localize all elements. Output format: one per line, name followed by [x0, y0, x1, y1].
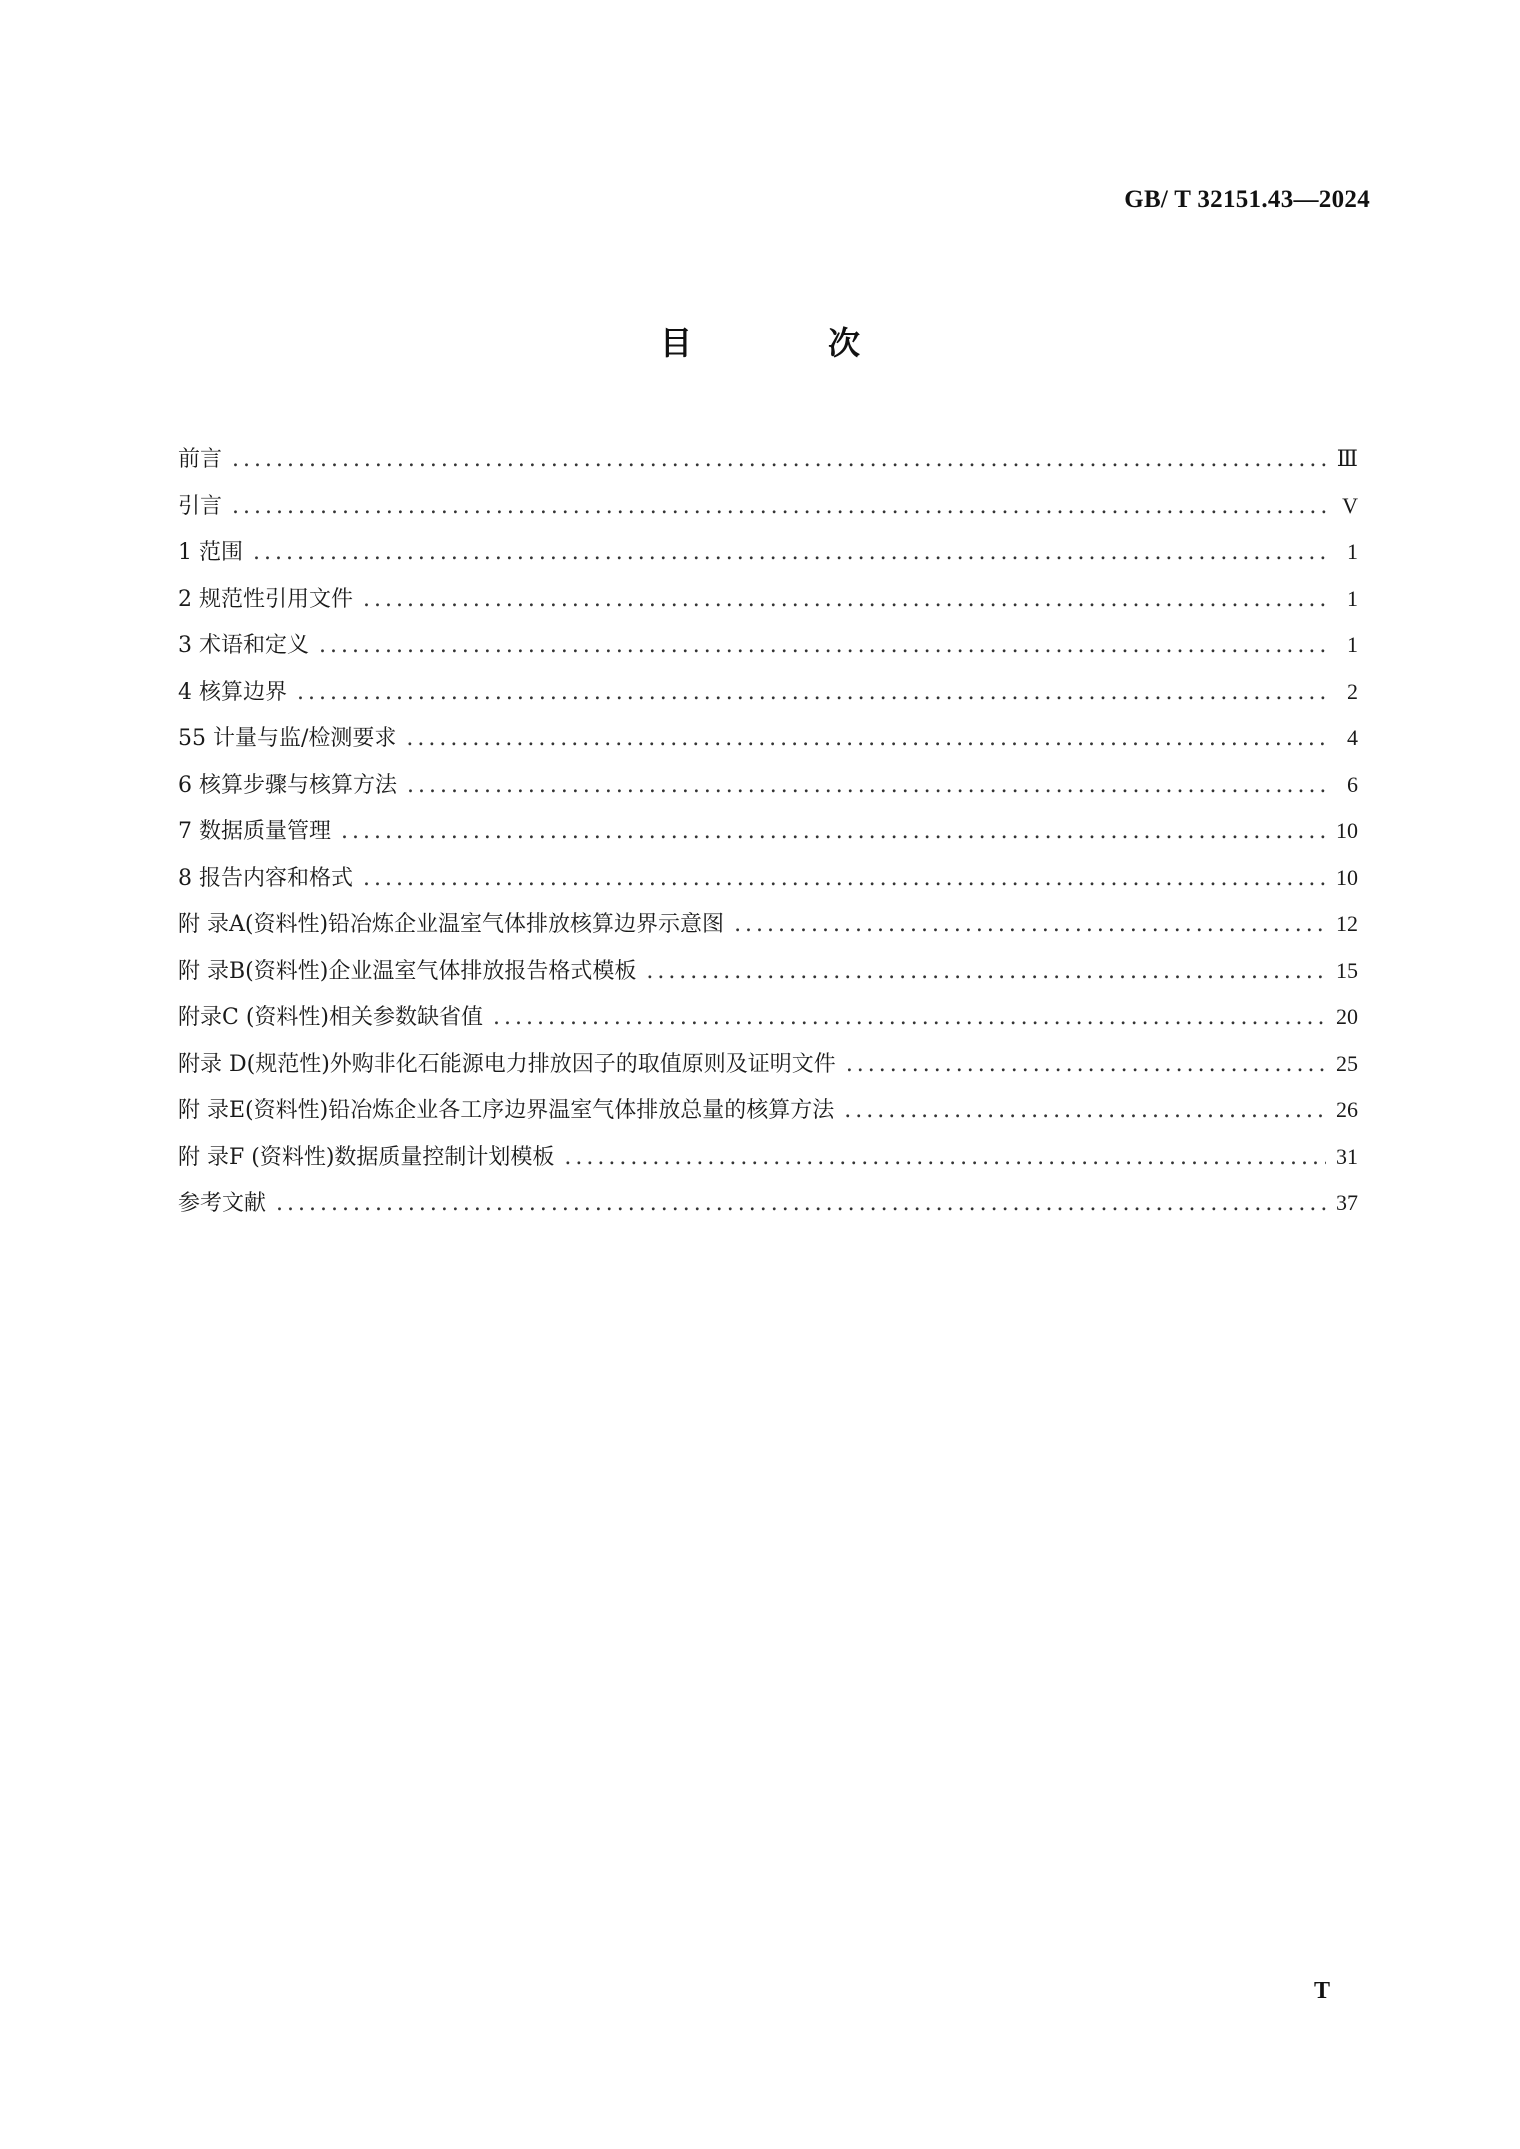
toc-entry-preface[interactable]: [178, 436, 1358, 483]
toc-entry-label: 附录 D(规范性)外购非化石能源电力排放因子的取值原则及证明文件: [178, 1051, 836, 1077]
dot-leader: [276, 1181, 1326, 1228]
dot-leader: [297, 670, 1328, 717]
toc-entry-page: 2: [1347, 678, 1358, 704]
toc-entry-page: 37: [1336, 1190, 1358, 1215]
toc-entry-2[interactable]: [178, 576, 1358, 623]
dot-leader: [363, 856, 1326, 903]
dot-leader: [363, 577, 1328, 624]
toc-entry-page: 6: [1347, 771, 1358, 797]
toc-entry-introduction[interactable]: [178, 483, 1358, 530]
toc-entry-label: 附 录B(资料性)企业温室气体排放报告格式模板: [178, 958, 637, 984]
toc-entry-appendix-b[interactable]: [178, 948, 1358, 995]
toc-entry-appendix-e[interactable]: [178, 1087, 1358, 1134]
dot-leader: [341, 809, 1326, 856]
dot-leader: [646, 949, 1326, 996]
dot-leader: [846, 1042, 1326, 1089]
toc-entry-label: 4 核算边界: [178, 679, 287, 705]
toc-entry-label: 引言: [178, 493, 223, 519]
dot-leader: [319, 623, 1328, 670]
toc-entry-page: 4: [1347, 725, 1358, 750]
toc-entry-references[interactable]: [178, 1180, 1358, 1227]
toc-entry-appendix-d[interactable]: [178, 1041, 1358, 1088]
toc-entry-5[interactable]: [178, 715, 1358, 762]
toc-entry-label: 8 报告内容和格式: [178, 865, 353, 891]
dot-leader: [232, 437, 1327, 484]
dot-leader: [493, 995, 1326, 1042]
toc-entry-8[interactable]: [178, 855, 1358, 902]
toc-entry-page: 10: [1336, 864, 1358, 890]
toc-entry-label: 1 范围: [178, 540, 243, 565]
dot-leader: [844, 1088, 1326, 1135]
toc-entry-label: 3 术语和定义: [178, 633, 309, 658]
dot-leader: [253, 530, 1328, 577]
dot-leader: [734, 902, 1326, 949]
toc-entry-1[interactable]: [178, 529, 1358, 576]
standard-code: GB/ T 32151.43—2024: [1124, 186, 1370, 213]
toc-entry-label: 附录C (资料性)相关参数缺省值: [178, 1005, 483, 1030]
toc-entry-page: 25: [1336, 1050, 1358, 1076]
toc-entry-appendix-a[interactable]: [178, 901, 1358, 948]
toc-entry-label: 附 录A(资料性)铅冶炼企业温室气体排放核算边界示意图: [178, 912, 725, 937]
toc-entry-4[interactable]: [178, 669, 1358, 716]
table-of-contents: [178, 436, 1358, 1227]
toc-entry-page: 10: [1336, 818, 1358, 843]
toc-entry-page: V: [1342, 492, 1358, 518]
toc-entry-label: 前言: [178, 447, 223, 472]
toc-entry-label: 7 数据质量管理: [178, 819, 331, 844]
toc-entry-page: 1: [1347, 539, 1358, 564]
toc-entry-label: 参考文献: [178, 1191, 267, 1216]
toc-entry-label: 55 计量与监/检测要求: [178, 726, 397, 751]
toc-entry-label: 2 规范性引用文件: [178, 586, 353, 612]
dot-leader: [406, 716, 1328, 763]
toc-entry-appendix-c[interactable]: [178, 994, 1358, 1041]
dot-leader: [232, 484, 1328, 531]
toc-entry-label: 附 录E(资料性)铅冶炼企业各工序边界温室气体排放总量的核算方法: [178, 1098, 835, 1123]
toc-entry-page: 31: [1336, 1143, 1358, 1169]
dot-leader: [564, 1135, 1326, 1182]
page-marker: T: [1313, 1978, 1330, 2004]
toc-entry-page: 12: [1336, 911, 1358, 936]
toc-entry-page: 26: [1336, 1097, 1358, 1122]
dot-leader: [407, 763, 1328, 810]
toc-entry-page: 1: [1347, 632, 1358, 657]
toc-entry-page: 1: [1347, 585, 1358, 611]
toc-entry-3[interactable]: [178, 622, 1358, 669]
toc-entry-page: 15: [1336, 957, 1358, 983]
toc-entry-label: 附 录F (资料性)数据质量控制计划模板: [178, 1144, 555, 1170]
toc-entry-page: 20: [1336, 1004, 1358, 1029]
toc-entry-7[interactable]: [178, 808, 1358, 855]
toc-entry-appendix-f[interactable]: [178, 1134, 1358, 1181]
page-title: 目 次: [659, 324, 912, 362]
toc-entry-page: Ⅲ: [1336, 446, 1358, 471]
toc-entry-6[interactable]: [178, 762, 1358, 809]
toc-entry-label: 6 核算步骤与核算方法: [178, 772, 397, 798]
